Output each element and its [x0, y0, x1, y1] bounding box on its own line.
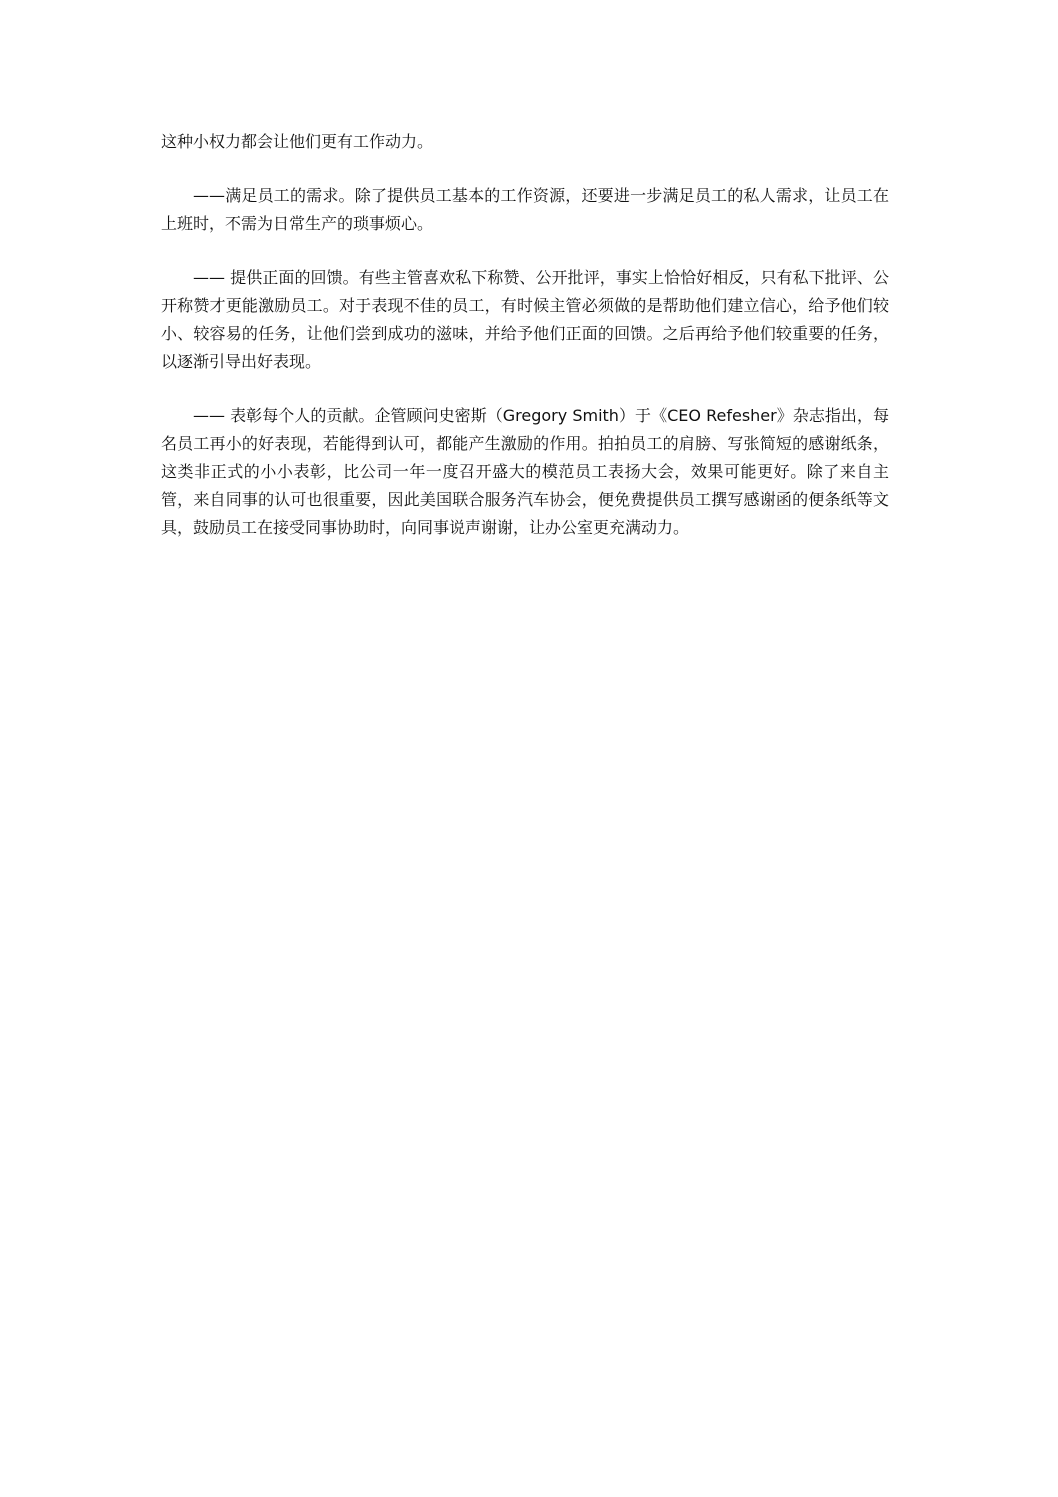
paragraph-recognize-contribution: —— 表彰每个人的贡献。企管顾问史密斯（Gregory Smith）于《CEO Refesher》杂志指出，每名员工再小的好表现，若能得到认可，都能产生激励的作用。拍拍员工的肩膀、写张简短的感谢纸条，这类非正式的小小表彰，比公司一年一度召开盛大的模范员工表扬大会，效果可能更好。除了来自主管，来自同事的认可也很重要，因此美国联合服务汽车协会，便免费提供员工撰写感谢函的便条纸等文具，鼓励员工在接受同事协助时，向同事说声谢谢，让办公室更充满动力。 [161, 406, 889, 537]
paragraph-positive-feedback: —— 提供正面的回馈。有些主管喜欢私下称赞、公开批评，事实上恰恰好相反，只有私下批评、公开称赞才更能激励员工。对于表现不佳的员工，有时候主管必须做的是帮助他们建立信心，给予他们较小、较容易的任务，让他们尝到成功的滋味，并给予他们正面的回馈。之后再给予他们较重要的任务，以逐渐引导出好表现。 [161, 268, 889, 371]
paragraph-meet-needs: ——满足员工的需求。除了提供员工基本的工作资源，还要进一步满足员工的私人需求，让员工在上班时，不需为日常生产的琐事烦心。 [161, 186, 889, 233]
paragraph-continuation: 这种小权力都会让他们更有工作动力。 [161, 132, 434, 151]
document-body [161, 128, 889, 568]
